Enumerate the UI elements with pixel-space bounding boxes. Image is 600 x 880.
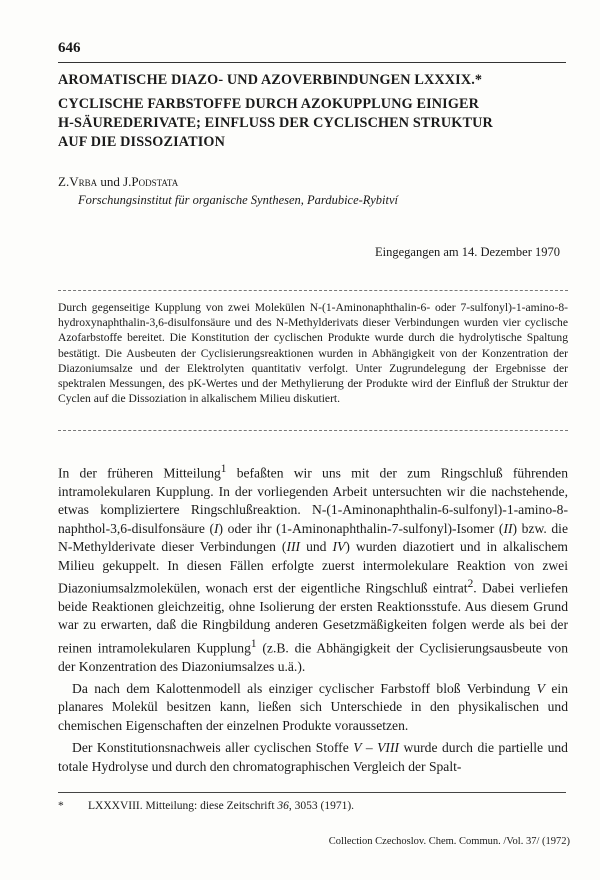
abstract-rule-top (58, 290, 568, 291)
title-line-4: AUF DIE DISSOZIATION (58, 134, 225, 150)
title-line-1: AROMATISCHE DIAZO- UND AZOVERBINDUNGEN LXXXIX.* (58, 72, 483, 88)
footnote-rule (58, 792, 566, 793)
p1-text-g: . Dabei verliefen beide Reaktionen gleichzeitig, ohne Isolierung der ersten Reaktionsstufe. Aus diesem Grund war zu erwarten, daß die Ringbildung anderen Gesetzmäßigkeiten folgen werde als bei der reinen intramolekularen Kupplung (58, 580, 568, 656)
paragraph-1 (58, 460, 568, 676)
header-rule (58, 62, 566, 63)
p1-text-a: In der früheren Mitteilung (58, 465, 221, 481)
abstract: Durch gegenseitige Kupplung von zwei Molekülen N-(1-Aminonaphthalin-6- oder 7-sulfonyl)-1-amino-8-hydroxynaphthalin-3,6-disulfonsäure und des N-Methylderivats dieser Verbindungen wurden vier cyclische Azofarbstoffe bereitet. Die Konstitution der cyclischen Produkte wurde durch die hydrolytische Spaltung bestätigt. Die Ausbeuten der Cyclisierungsreaktionen wurden in Abhängigkeit von der Konzentration der Diazoniumsalze und der Elektrolyten quantitativ verfolgt. Unter Zugrundelegung der Ergebnisse der spektralen Messungen, des pK-Wertes und der Methylierung der Produkte wird der Einfluß der Struktur der Cyclen auf die Dissoziation in alkalischem Milieu diskutiert. (58, 301, 568, 406)
p2-text-a: Da nach dem Kalottenmodell als einziger cyclischer Farbstoff bloß Verbindung (72, 681, 537, 697)
compound-label: I (213, 520, 219, 536)
title-line-2: CYCLISCHE FARBSTOFFE DURCH AZOKUPPLUNG EINIGER (58, 96, 480, 112)
citation-ref: 1 (220, 463, 227, 475)
p1-text-c: ) oder ihr (1-Aminonaphthalin-7-sulfonyl)-Isomer ( (218, 520, 504, 536)
p1-text-b: befaßten wir uns mit der zum Ringschluß führenden intramolekularen Kupplung. In der vorliegenden Arbeit untersuchten wir die nachstehende, etwas kompliziertere Ringschlußreaktion. N-(1-Aminonaphthalin-6-sulfonyl)-1-amino-8-naphthol-3,6-disulfonsäure ( (58, 465, 568, 536)
compound-label: V (536, 681, 545, 697)
footnote (58, 800, 354, 812)
author-2-name: Podstata (131, 174, 179, 189)
abstract-rule-bottom (58, 430, 568, 431)
p2-text-b: ein planares Molekül besitzen kann, ließen sich Unterschiede in den physikalischen und chemischen Eigenschaften der einzelnen Produkte voraussetzen. (58, 681, 568, 733)
affiliation: Forschungsinstitut für organische Synthesen, Pardubice-Rybitví (78, 193, 398, 207)
compound-label: II (503, 520, 513, 536)
author-2-initial: J. (123, 174, 132, 189)
journal-footer: Collection Czechoslov. Chem. Commun. /Vol. 37/ (1972) (328, 836, 570, 847)
paragraph-3 (58, 739, 568, 776)
received-date: Eingegangen am 14. Dezember 1970 (374, 245, 560, 259)
citation-ref: 1 (250, 637, 257, 650)
footnote-text-a: LXXXVIII. Mitteilung: diese Zeitschrift (88, 800, 278, 812)
author-1-name: Vrba (69, 174, 98, 189)
p1-text-e: und (300, 539, 333, 555)
page-number: 646 (58, 40, 81, 56)
author-conjunction: und (97, 174, 124, 189)
title-line-3: H-SÄUREDERIVATE; EINFLUSS DER CYCLISCHEN STRUKTUR (58, 115, 493, 131)
compound-label: V – VIII (353, 740, 399, 756)
p3-text-b: wurde durch die partielle und totale Hydrolyse und durch den chromatographischen Vergleich der Spalt- (58, 740, 568, 774)
p1-text-d: ) bzw. die N-Methylderivate dieser Verbindungen ( (58, 520, 568, 555)
footnote-volume: 36 (277, 800, 289, 812)
p1-text-h: (z.B. die Abhängigkeit der Cyclisierungsausbeute von der Konzentration des Diazoniumsalzes u.ä.). (58, 640, 568, 674)
compound-label: III (286, 539, 301, 555)
body-text (58, 460, 568, 780)
author-1-initial: Z. (58, 174, 70, 189)
paragraph-2 (58, 680, 568, 735)
p1-text-f: ) wurden diazotiert und in alkalischem Milieu gekuppelt. In diesen Fällen erfolgte zuerst intermolekulare Reaktion von zwei Diazoniumsalzmolekülen, wonach erst der eigentliche Ringschluß eintrat (58, 539, 568, 596)
p3-text-a: Der Konstitutionsnachweis aller cyclischen Stoffe (72, 740, 354, 756)
footnote-text-b: , 3053 (1971). (288, 800, 355, 812)
compound-label: IV (332, 539, 346, 555)
authors (58, 174, 178, 190)
citation-ref: 2 (467, 577, 474, 590)
footnote-marker: * (58, 800, 64, 812)
